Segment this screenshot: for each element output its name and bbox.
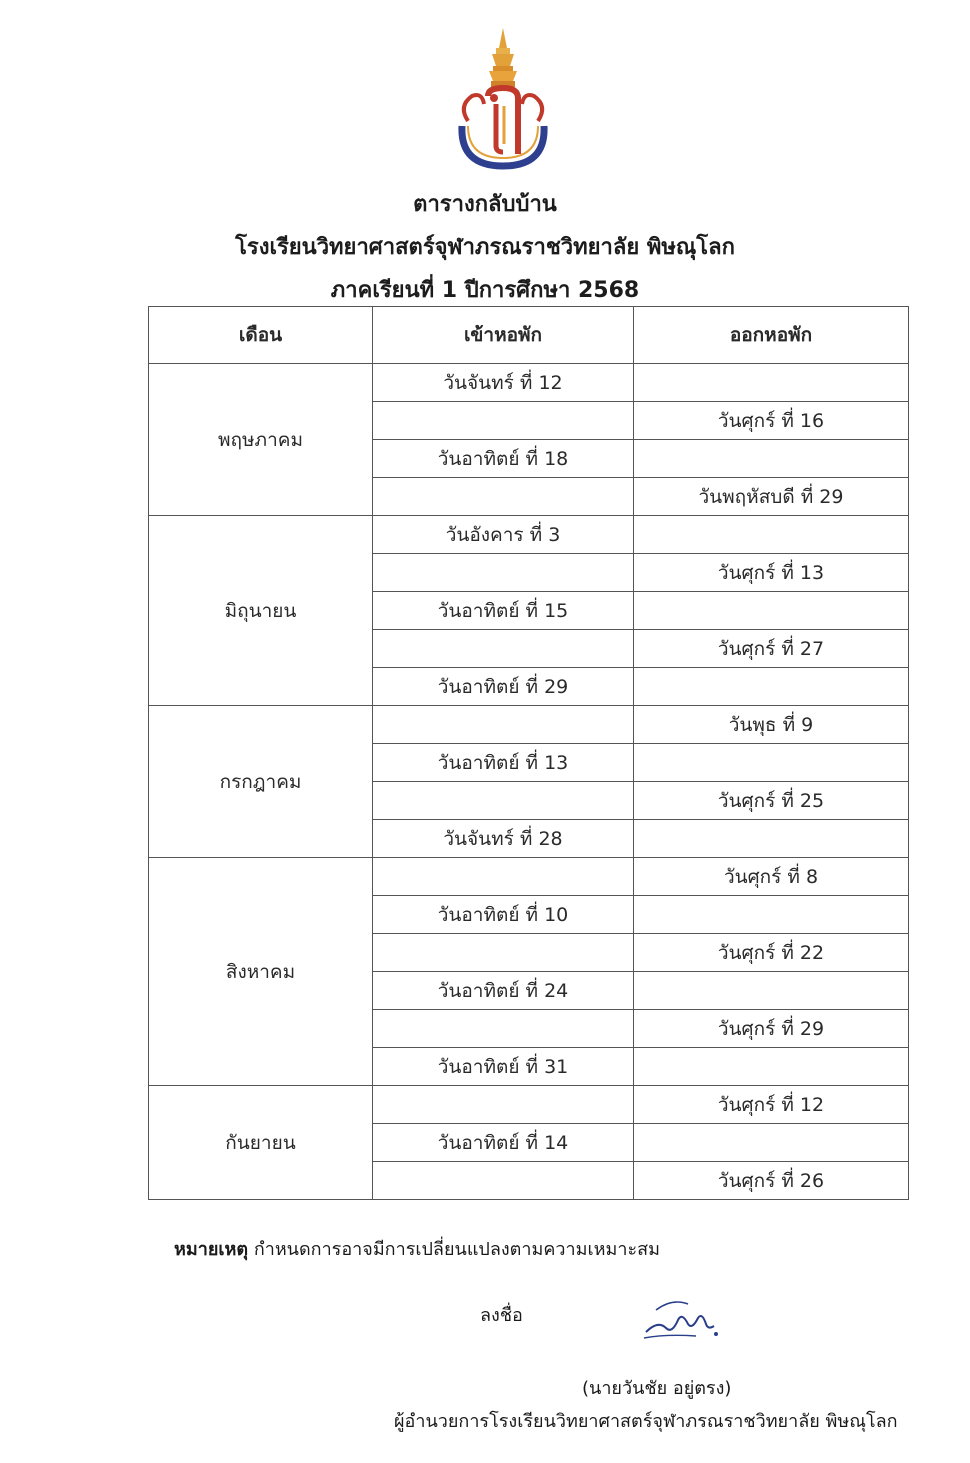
check-in-cell	[373, 402, 634, 440]
check-out-cell: วันศุกร์ ที่ 12	[634, 1086, 909, 1124]
check-out-cell	[634, 592, 909, 630]
table-row	[149, 364, 909, 402]
check-in-cell	[373, 478, 634, 516]
check-out-cell	[634, 972, 909, 1010]
check-out-cell	[634, 1124, 909, 1162]
table-header-row	[149, 307, 909, 364]
check-in-cell	[373, 706, 634, 744]
check-in-cell	[373, 1010, 634, 1048]
table-row	[149, 706, 909, 744]
check-in-cell: วันอาทิตย์ ที่ 31	[373, 1048, 634, 1086]
check-in-cell: วันอังคาร ที่ 3	[373, 516, 634, 554]
check-in-cell: วันอาทิตย์ ที่ 29	[373, 668, 634, 706]
month-cell: มิถุนายน	[149, 516, 373, 706]
remark	[174, 1234, 660, 1263]
check-in-cell	[373, 1086, 634, 1124]
column-header-month: เดือน	[149, 307, 373, 364]
month-cell: กันยายน	[149, 1086, 373, 1200]
table-row	[149, 1086, 909, 1124]
check-out-cell: วันศุกร์ ที่ 29	[634, 1010, 909, 1048]
check-out-cell: วันพุธ ที่ 9	[634, 706, 909, 744]
check-in-cell: วันอาทิตย์ ที่ 24	[373, 972, 634, 1010]
check-out-cell: วันศุกร์ ที่ 16	[634, 402, 909, 440]
check-in-cell: วันอาทิตย์ ที่ 15	[373, 592, 634, 630]
check-in-cell: วันอาทิตย์ ที่ 14	[373, 1124, 634, 1162]
signature-label: ลงชื่อ	[480, 1305, 523, 1326]
signer-name: (นายวันชัย อยู่ตรง)	[582, 1378, 732, 1399]
check-in-cell: วันจันทร์ ที่ 28	[373, 820, 634, 858]
term-label: ภาคเรียนที่ 1 ปีการศึกษา 2568	[330, 278, 640, 303]
remark-text: กำหนดการอาจมีการเปลี่ยนแปลงตามความเหมาะสม	[248, 1239, 660, 1260]
check-in-cell	[373, 858, 634, 896]
check-out-cell	[634, 1048, 909, 1086]
check-out-cell: วันพฤหัสบดี ที่ 29	[634, 478, 909, 516]
month-cell: สิงหาคม	[149, 858, 373, 1086]
month-cell: พฤษภาคม	[149, 364, 373, 516]
signer-position: ผู้อำนวยการโรงเรียนวิทยาศาสตร์จุฬาภรณราชวิทยาลัย พิษณุโลก	[394, 1411, 898, 1432]
check-in-cell	[373, 630, 634, 668]
school-emblem-logo	[448, 26, 558, 176]
check-out-cell: วันศุกร์ ที่ 25	[634, 782, 909, 820]
check-in-cell: วันอาทิตย์ ที่ 13	[373, 744, 634, 782]
check-in-cell	[373, 554, 634, 592]
check-in-cell: วันจันทร์ ที่ 12	[373, 364, 634, 402]
check-out-cell	[634, 820, 909, 858]
check-out-cell: วันศุกร์ ที่ 27	[634, 630, 909, 668]
table-row	[149, 858, 909, 896]
school-name: โรงเรียนวิทยาศาสตร์จุฬาภรณราชวิทยาลัย พิษณุโลก	[235, 235, 735, 260]
check-out-cell	[634, 668, 909, 706]
check-out-cell: วันศุกร์ ที่ 13	[634, 554, 909, 592]
document-title: ตารางกลับบ้าน	[413, 192, 557, 217]
check-in-cell	[373, 934, 634, 972]
check-in-cell: วันอาทิตย์ ที่ 10	[373, 896, 634, 934]
check-in-cell: วันอาทิตย์ ที่ 18	[373, 440, 634, 478]
dormitory-schedule-table	[148, 306, 909, 1200]
check-out-cell	[634, 440, 909, 478]
month-cell: กรกฎาคม	[149, 706, 373, 858]
column-header-check-in: เข้าหอพัก	[373, 307, 634, 364]
check-out-cell	[634, 896, 909, 934]
column-header-check-out: ออกหอพัก	[634, 307, 909, 364]
check-out-cell: วันศุกร์ ที่ 22	[634, 934, 909, 972]
table-row	[149, 516, 909, 554]
check-out-cell	[634, 364, 909, 402]
handwritten-signature	[636, 1290, 726, 1350]
remark-label: หมายเหตุ	[174, 1239, 249, 1260]
check-out-cell	[634, 516, 909, 554]
check-in-cell	[373, 782, 634, 820]
check-out-cell	[634, 744, 909, 782]
check-in-cell	[373, 1162, 634, 1200]
check-out-cell: วันศุกร์ ที่ 8	[634, 858, 909, 896]
check-out-cell: วันศุกร์ ที่ 26	[634, 1162, 909, 1200]
